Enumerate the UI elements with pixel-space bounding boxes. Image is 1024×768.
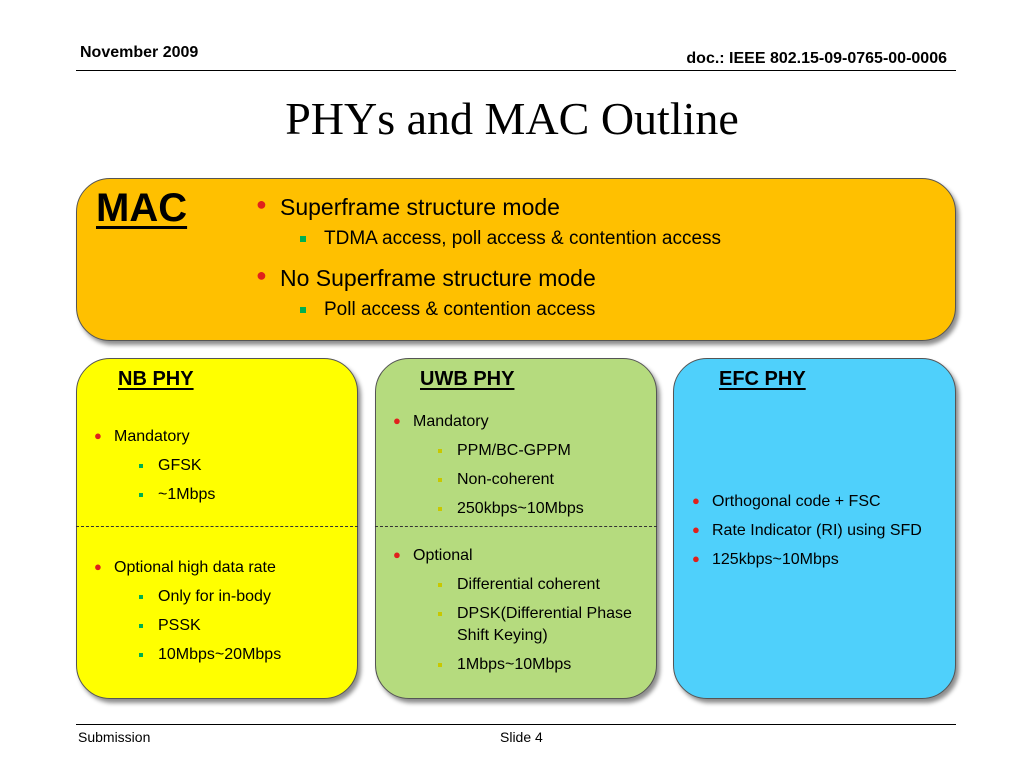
list-subitem-text: 10Mbps~20Mbps (158, 646, 282, 663)
slide-title: PHYs and MAC Outline (285, 93, 739, 144)
square-bullet-icon (139, 653, 143, 657)
square-bullet-icon (438, 507, 442, 511)
list-subitem-text: GFSK (158, 457, 202, 474)
list-subitem (391, 440, 647, 462)
list-subitem-text: 1Mbps~10Mbps (457, 656, 572, 673)
list-item (92, 557, 352, 579)
bullet-icon: ● (692, 493, 700, 508)
uwb-mandatory-list (391, 411, 647, 527)
mac-item (256, 265, 721, 299)
bullet-icon: ● (692, 522, 700, 537)
list-subitem (92, 455, 352, 477)
list-item (391, 545, 647, 567)
square-bullet-icon (300, 236, 306, 242)
bullet-icon: ● (393, 547, 401, 562)
efc-phy-title: EFC PHY (719, 368, 806, 390)
bullet-icon: ● (256, 265, 267, 285)
mac-list (256, 194, 721, 336)
square-bullet-icon (139, 464, 143, 468)
list-subitem (391, 469, 647, 491)
header-doc-id: doc.: IEEE 802.15-09-0765-00-0006 (686, 50, 947, 67)
square-bullet-icon (139, 624, 143, 628)
mac-subitem-text: Poll access & contention access (324, 299, 596, 320)
list-subitem-text: PPM/BC-GPPM (457, 442, 571, 459)
list-item (391, 411, 647, 433)
list-item (690, 520, 940, 542)
list-subitem-text: PSSK (158, 617, 201, 634)
list-subitem-text: Differential coherent (457, 576, 600, 593)
list-item-text: 125kbps~10Mbps (712, 551, 839, 568)
bullet-icon: ● (393, 413, 401, 428)
nb-optional-list (92, 557, 352, 673)
efc-list (690, 491, 940, 578)
bullet-icon: ● (94, 428, 102, 443)
list-subitem-text: Non-coherent (457, 471, 554, 488)
list-subitem (391, 654, 647, 676)
square-bullet-icon (438, 663, 442, 667)
square-bullet-icon (139, 493, 143, 497)
list-item-text: Mandatory (413, 413, 489, 430)
bullet-icon: ● (256, 194, 267, 214)
mac-subitem (256, 228, 721, 265)
square-bullet-icon (438, 449, 442, 453)
mac-item-text: No Superframe structure mode (280, 265, 596, 291)
list-subitem (391, 498, 647, 520)
mac-item (256, 194, 721, 228)
list-item-text: Rate Indicator (RI) using SFD (712, 522, 922, 539)
mac-item-text: Superframe structure mode (280, 194, 560, 220)
list-item-text: Optional high data rate (114, 559, 276, 576)
list-subitem-text: DPSK(Differential Phase Shift Keying) (457, 605, 632, 644)
square-bullet-icon (438, 478, 442, 482)
nb-phy-title: NB PHY (118, 368, 194, 390)
mac-subitem-text: TDMA access, poll access & contention access (324, 228, 722, 249)
list-subitem (92, 586, 352, 608)
uwb-optional-list (391, 545, 647, 683)
list-subitem (92, 615, 352, 637)
list-subitem-text: Only for in-body (158, 588, 271, 605)
square-bullet-icon (438, 583, 442, 587)
list-item (92, 426, 352, 448)
nb-phy-divider (76, 526, 358, 527)
list-item-text: Mandatory (114, 428, 190, 445)
list-item-text: Optional (413, 547, 473, 564)
mac-label: MAC (96, 186, 188, 230)
footer-slide-number: Slide 4 (500, 729, 543, 745)
header-date: November 2009 (80, 44, 199, 61)
uwb-phy-title: UWB PHY (420, 368, 515, 390)
list-subitem-text: ~1Mbps (158, 486, 216, 503)
list-item-text: Orthogonal code + FSC (712, 493, 881, 510)
footer-rule (76, 724, 956, 725)
list-item (690, 549, 940, 571)
list-subitem (391, 603, 637, 647)
nb-mandatory-list (92, 426, 352, 513)
mac-subitem (256, 299, 721, 336)
list-item (690, 491, 940, 513)
header-rule (76, 70, 956, 71)
list-subitem (92, 644, 352, 666)
square-bullet-icon (139, 595, 143, 599)
footer-submission: Submission (78, 729, 151, 745)
bullet-icon: ● (94, 559, 102, 574)
list-subitem (391, 574, 647, 596)
square-bullet-icon (300, 307, 306, 313)
list-subitem-text: 250kbps~10Mbps (457, 500, 584, 517)
square-bullet-icon (438, 612, 442, 616)
list-subitem (92, 484, 352, 506)
bullet-icon: ● (692, 551, 700, 566)
